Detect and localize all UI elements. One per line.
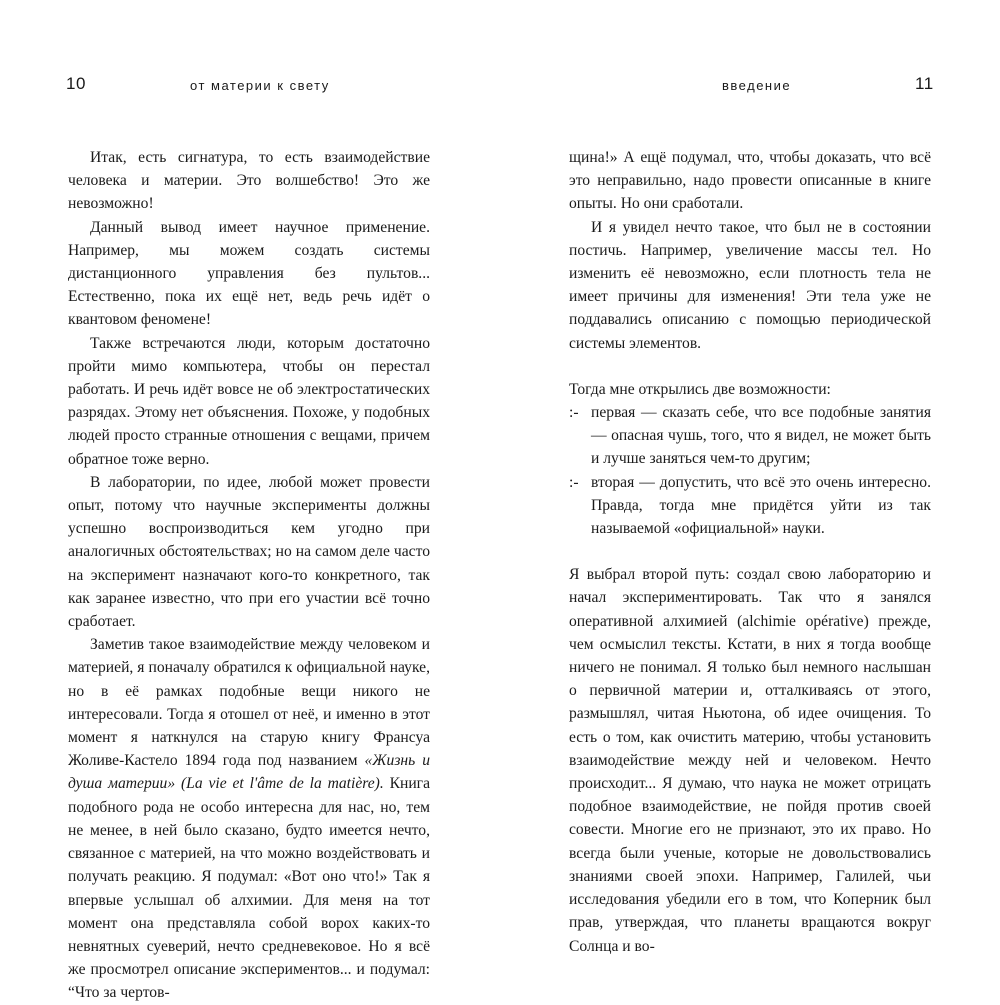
- list-intro: Тогда мне открылись две возможности:: [569, 380, 831, 398]
- left-page-number: 10: [66, 74, 86, 93]
- book-title-italic: «Жизнь и душа материи» (La vie et l'âme de la matière).: [68, 752, 430, 793]
- right-paragraph-2: И я увидел нечто такое, что был не в состоянии постичь. Например, увеличение массы тел. Но изменить её невозможно, если плотность тела не имеет причины для изменения! Эти тела уже не поддавались описанию с помощью периодической системы элементов.: [569, 218, 931, 352]
- list-item-1-text: первая — сказать себе, что все подобные занятия — опасная чушь, того, что я видел, не может быть и лучше заняться чем-то другим;: [591, 404, 931, 468]
- bullet-icon: :-: [569, 473, 579, 491]
- right-paragraph-1: щина!» А ещё подумал, что, чтобы доказать, что всё это неправильно, надо провести описанные в книге опыты. Но они сработали.: [569, 149, 931, 213]
- left-paragraph-5-part2: Книга подобного рода не особо интересна для нас, но, тем не менее, в ней было сказано, будто имеется нечто, связанное с материей, на что можно воздействовать и получать реакцию. Я подумал: «Вот оно что!» Так я впервые услышал об алхимии. Для меня на тот момент она представляла собой ворох каких-то невнятных суеверий, нечто средневековое. Но я всё же просмотрел описание экспериментов... и подумал: “Что за чертов-: [68, 775, 430, 1002]
- list-item-2-text: вторая — допустить, что всё это очень интересно. Правда, тогда мне придётся уйти из так называемой «официальной» науки.: [591, 473, 931, 538]
- left-paragraph-2: Данный вывод имеет научное применение. Например, мы можем создать системы дистанционного управления без пультов... Естественно, пока их ещё нет, ведь речь идёт о квантовом феномене!: [68, 218, 430, 329]
- list-item-2: [569, 471, 931, 541]
- left-paragraph-4: В лаборатории, по идее, любой может провести опыт, потому что научные эксперименты должны успешно воспроизводиться кем угодно при аналогичных обстоятельствах; но на самом деле часто на эксперимент назначают кого-то конкретного, так как заранее известно, что при его участии всё точно сработает.: [68, 473, 430, 631]
- possibilities-list: [569, 401, 931, 540]
- left-paragraph-5-part1: Заметив такое взаимодействие между человеком и материей, я поначалу обратился к официальной науке, но в её рамках подобные вещи никого не интересовали. Тогда я отошел от неё, и именно в этот момент я наткнулся на старую книгу Франсуа Жоливе-Кастело 1894 года под названием: [68, 636, 430, 770]
- left-running-head: от материи к свету: [190, 78, 330, 93]
- left-paragraph-1: Итак, есть сигнатура, то есть взаимодействие человека и материи. Это волшебство! Это же невозможно!: [68, 149, 430, 213]
- left-paragraph-3: Также встречаются люди, которым достаточно пройти мимо компьютера, чтобы он перестал работать. И речь идёт вовсе не об электростатических разрядах. Этому нет объяснения. Похоже, у подобных людей просто странные отношения с вещами, причем обратное тоже верно.: [68, 334, 430, 468]
- right-page-text: [569, 146, 931, 958]
- bullet-icon: :-: [569, 404, 579, 422]
- left-paragraph-5: [68, 633, 430, 1004]
- right-running-head: введение: [722, 78, 792, 93]
- left-page-text: [68, 146, 430, 1005]
- list-item-1: [569, 401, 931, 471]
- right-page-number: 11: [915, 74, 934, 93]
- right-paragraph-3: Я выбрал второй путь: создал свою лабораторию и начал экспериментировать. Так что я занялся оперативной алхимией (alchimie opérative) прежде, чем осмыслил тексты. Кстати, в них я тогда вообще ничего не понимал. Я только был немного наслышан о первичной материи и, отталкиваясь от этого, размышлял, читая Ньютона, об идее очищения. То есть о том, как очистить материю, чтобы установить взаимодействие между ней и человеком. Нечто происходит... Я думаю, что наука не может отрицать подобное взаимодействие, не пойдя против своей совести. Многие его не признают, это их право. Но всегда были ученые, которые не довольствовались знаниями своей эпохи. Например, Галилей, чьи исследования убедили его в том, что Коперник был прав, утверждая, что планеты вращаются вокруг Солнца и во-: [569, 566, 931, 955]
